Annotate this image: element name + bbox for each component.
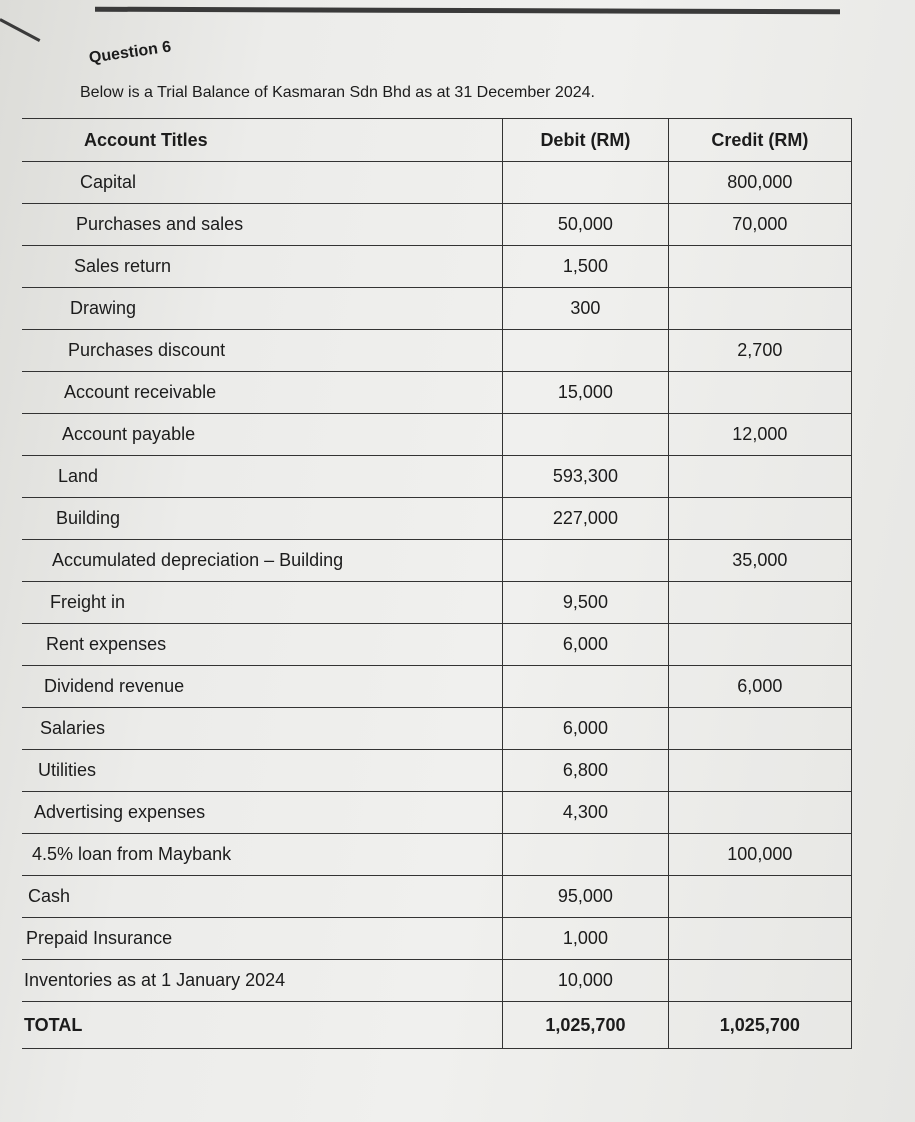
total-row [22, 1002, 852, 1049]
account-cell: Dividend revenue [22, 666, 503, 708]
credit-cell [668, 288, 851, 330]
account-cell: Drawing [22, 288, 503, 330]
question-title: Question 6 [88, 38, 173, 67]
total-label: TOTAL [22, 1002, 503, 1049]
debit-cell [503, 834, 668, 876]
credit-cell: 100,000 [668, 834, 851, 876]
debit-cell: 15,000 [503, 372, 668, 414]
credit-cell [668, 498, 851, 540]
table-row [22, 666, 852, 708]
table-row [22, 708, 852, 750]
account-cell: Account receivable [22, 372, 503, 414]
account-cell: Purchases and sales [22, 204, 503, 246]
account-cell: Building [22, 498, 503, 540]
debit-cell: 4,300 [503, 792, 668, 834]
debit-cell: 6,000 [503, 708, 668, 750]
debit-cell [503, 330, 668, 372]
account-cell: Freight in [22, 582, 503, 624]
credit-cell: 6,000 [668, 666, 851, 708]
account-cell: Advertising expenses [22, 792, 503, 834]
debit-cell: 593,300 [503, 456, 668, 498]
header-credit: Credit (RM) [668, 119, 851, 162]
total-debit: 1,025,700 [503, 1002, 668, 1049]
table-row [22, 414, 852, 456]
table-row [22, 204, 852, 246]
debit-cell: 50,000 [503, 204, 668, 246]
total-credit: 1,025,700 [668, 1002, 851, 1049]
account-cell: Cash [22, 876, 503, 918]
credit-cell [668, 876, 851, 918]
account-cell: Prepaid Insurance [22, 918, 503, 960]
table-row [22, 624, 852, 666]
table-header-row [22, 119, 852, 162]
account-cell: Land [22, 456, 503, 498]
table-row [22, 288, 852, 330]
credit-cell: 800,000 [668, 162, 851, 204]
debit-cell [503, 540, 668, 582]
account-cell: Salaries [22, 708, 503, 750]
intro-text: Below is a Trial Balance of Kasmaran Sdn Bhd as at 31 December 2024. [80, 84, 595, 101]
debit-cell: 1,500 [503, 246, 668, 288]
header-account-titles: Account Titles [22, 119, 503, 162]
table-row [22, 246, 852, 288]
table-row [22, 540, 852, 582]
table-row [22, 582, 852, 624]
credit-cell [668, 960, 851, 1002]
credit-cell [668, 372, 851, 414]
table-row [22, 330, 852, 372]
credit-cell [668, 246, 851, 288]
account-cell: Sales return [22, 246, 503, 288]
account-cell: Accumulated depreciation – Building [22, 540, 503, 582]
debit-cell: 1,000 [503, 918, 668, 960]
account-cell: Inventories as at 1 January 2024 [22, 960, 503, 1002]
credit-cell: 35,000 [668, 540, 851, 582]
account-cell: Account payable [22, 414, 503, 456]
table-row [22, 960, 852, 1002]
credit-cell [668, 708, 851, 750]
table-row [22, 792, 852, 834]
account-cell: Purchases discount [22, 330, 503, 372]
table-row [22, 750, 852, 792]
debit-cell [503, 414, 668, 456]
table-body [22, 162, 852, 1049]
account-cell: Utilities [22, 750, 503, 792]
credit-cell: 2,700 [668, 330, 851, 372]
credit-cell [668, 792, 851, 834]
table-row [22, 876, 852, 918]
debit-cell: 300 [503, 288, 668, 330]
debit-cell: 10,000 [503, 960, 668, 1002]
debit-cell: 95,000 [503, 876, 668, 918]
credit-cell [668, 918, 851, 960]
credit-cell: 12,000 [668, 414, 851, 456]
table-row [22, 162, 852, 204]
account-cell: Rent expenses [22, 624, 503, 666]
credit-cell [668, 750, 851, 792]
credit-cell [668, 582, 851, 624]
account-cell: 4.5% loan from Maybank [22, 834, 503, 876]
debit-cell [503, 162, 668, 204]
header-debit: Debit (RM) [503, 119, 668, 162]
debit-cell: 6,000 [503, 624, 668, 666]
debit-cell: 6,800 [503, 750, 668, 792]
debit-cell: 227,000 [503, 498, 668, 540]
account-cell: Capital [22, 162, 503, 204]
credit-cell [668, 624, 851, 666]
credit-cell [668, 456, 851, 498]
credit-cell: 70,000 [668, 204, 851, 246]
table-row [22, 918, 852, 960]
debit-cell: 9,500 [503, 582, 668, 624]
trial-balance-table [22, 118, 852, 1049]
table-row [22, 372, 852, 414]
table-row [22, 456, 852, 498]
table-row [22, 498, 852, 540]
debit-cell [503, 666, 668, 708]
table-row [22, 834, 852, 876]
